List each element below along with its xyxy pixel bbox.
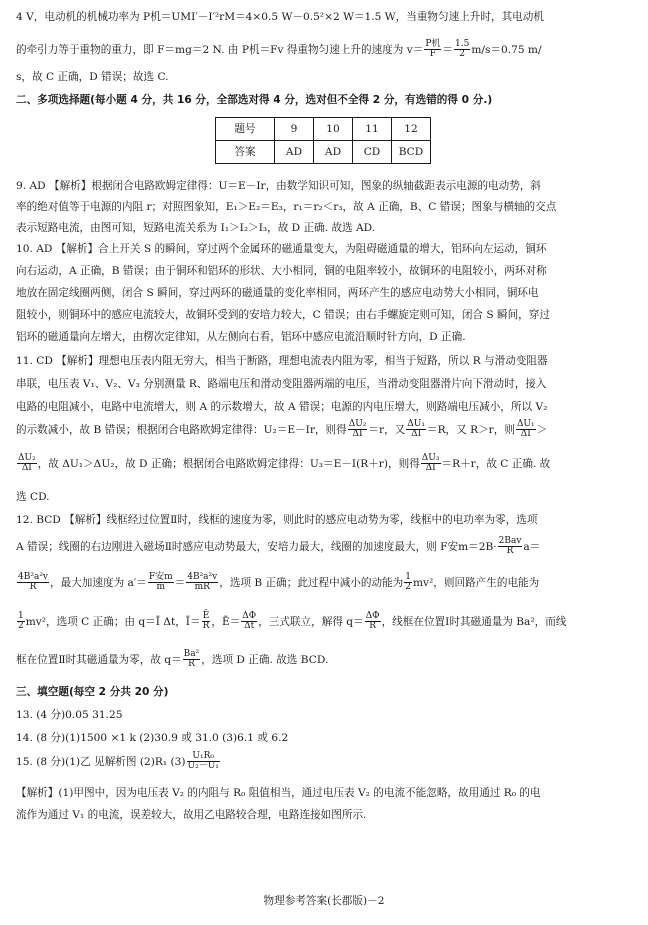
top-paragraph-line-3: s，故 C 正确，D 错误；故选 C. [16, 71, 169, 83]
q10-line-5: 铝环的磁通量向左增大，由楞次定律知，从左侧向右看，铝环中感应电流沿顺时针方向，D 正确. [16, 331, 466, 343]
table-cell: 题号 [216, 118, 275, 141]
fraction-dphi-dt [241, 612, 257, 632]
frac-den: 2 [405, 582, 412, 593]
frac-num: 1 [18, 611, 24, 621]
fraction-du1-di-2 [516, 420, 536, 440]
q11-l4-text-b: ＝r，又 [368, 423, 406, 436]
frac-num: 4B²a²v [187, 572, 218, 582]
section-3-title: 三、填空题(每空 2 分共 20 分) [16, 686, 169, 698]
frac-den: ΔI [411, 429, 422, 440]
q12-l5-text-a: 框在位置Ⅱ时其磁通量为零，故 q＝ [16, 653, 182, 666]
top-line2-text-a: 的牵引力等于重物的重力，即 F＝mg＝2 N. 由 P机＝Fv 得重物匀速上升的速度为 v＝ [16, 43, 424, 56]
q11-line-5 [16, 454, 550, 474]
q14-answer: 14. (8 分)(1)1500 ×1 k (2)30.9 或 31.0 (3)6.1 或 6.2 [16, 732, 289, 744]
q12-l4-text-b: ，Ē＝ [211, 615, 241, 628]
q12-l2-text-b: a＝ [523, 540, 541, 553]
frac-den: ΔI [425, 463, 436, 474]
fraction-du2-di-2 [17, 454, 37, 474]
fraction-e-r [202, 612, 211, 632]
table-cell: 9 [275, 118, 314, 141]
frac-num: ΔΦ [242, 611, 257, 621]
fraction-4b2a2v-r [17, 573, 49, 593]
q12-l2-text-a: A 错误；线圈的右边刚进入磁场Ⅱ时感应电动势最大，安培力最大，线圈的加速度最大，则 F安m＝2B· [16, 540, 497, 553]
frac-den: R [202, 621, 210, 632]
q12-l3-text-c: ，选项 B 正确；此过程中减小的动能为 [219, 576, 404, 589]
frac-num: ΔΦ [365, 611, 380, 621]
fraction-2bav-r [498, 537, 523, 557]
frac-den: Δt [244, 621, 255, 632]
top-line2-text-c: m/s＝0.75 m/ [471, 43, 542, 56]
page-footer: 物理参考答案(长郡版)－2 [263, 895, 385, 907]
q11-line-3: 电路的电阻减小，电路中电流增大，则 A 的示数增大，故 A 错误；电源的内电压增大，则路端电压减小，所以 V₂ [16, 401, 548, 413]
fraction-u1r0-over-u2-u1 [187, 752, 220, 772]
table-cell: CD [353, 141, 392, 164]
q9-line-1: 9. AD 【解析】根据闭合电路欧姆定律得：U＝E－Ir，由数学知识可知，图象的纵轴截距表示电源的电动势，斜 [16, 180, 542, 192]
table-cell: 12 [392, 118, 431, 141]
q12-line-2 [16, 537, 540, 557]
section-2-title: 二、多项选择题(每小题 4 分，共 16 分，全部选对得 4 分，选对但不全得 2 分，有选错的得 0 分.) [16, 94, 493, 106]
fraction-ba2-r [183, 650, 201, 670]
fraction-4b2a2v-mr [186, 573, 218, 593]
frac-den: mR [194, 582, 210, 593]
fraction-one-half [404, 573, 412, 593]
frac-den: R [188, 659, 195, 670]
frac-den: R [369, 621, 377, 632]
q12-l4-text-c: ，三式联立，解得 q＝ [258, 615, 364, 628]
fraction-1-5-over-2 [454, 40, 470, 60]
fraction-f-m [148, 573, 174, 593]
frac-num: 2Bav [498, 536, 522, 546]
top-paragraph-line-2 [16, 40, 542, 60]
q11-line-6: 选 CD. [16, 491, 50, 503]
frac-num: 1.5 [455, 39, 470, 49]
answer-table-answer-row [216, 141, 431, 164]
frac-num: ΔU₃ [421, 453, 440, 463]
q10-line-3: 地放在固定线圈两侧，闭合 S 瞬间，穿过两环的磁通量的变化率相同，两环产生的感应电动势大小相同，铜环电 [16, 287, 539, 299]
frac-den: ΔI [352, 429, 363, 440]
frac-num: Ba² [183, 649, 200, 659]
q10-line-4: 阻较小，则铜环中的感应电流较大，故铜环受到的安培力较大，C 错误；由右手螺旋定则可知，闭合 S 瞬间，穿过 [16, 309, 550, 321]
q9-line-2: 率的绝对值等于电源的内阻 r；对照图象知，E₁＞E₂＝E₃，r₁＝r₂＜r₃，故 A 正确，B、C 错误；图象与横轴的交点 [16, 201, 557, 213]
frac-num: ΔU₂ [18, 453, 36, 463]
fraction-one-half-2 [17, 612, 25, 632]
frac-den: m [156, 582, 166, 593]
analysis-15-line-1: 【解析】(1)甲图中，因为电压表 V₂ 的内阻与 R₀ 阻值相当，通过电压表 V₂ 的电流不能忽略，故用通过 R₀ 的电 [16, 787, 541, 799]
q11-l5-text-b: ＝R＋r，故 C 正确. 故 [441, 457, 551, 470]
frac-num: U₁R₀ [187, 752, 220, 762]
q13-answer: 13. (4 分)0.05 31.25 [16, 709, 123, 721]
top-paragraph-line-1: 4 V，电动机的机械功率为 P机＝UMI′－I′²rM＝4×0.5 W－0.5²×2 W＝1.5 W，当重物匀速上升时，其电动机 [16, 11, 544, 23]
q11-line-4 [16, 420, 547, 440]
fraction-dphi-r [365, 612, 381, 632]
frac-num: 1 [405, 572, 412, 582]
frac-den: F [429, 49, 436, 60]
frac-num: F安m [148, 572, 173, 582]
q12-line-1: 12. BCD 【解析】线框经过位置Ⅱ时，线框的速度为零，则此时的感应电动势为零，线框中的电功率为零，选项 [16, 514, 538, 526]
q9-line-3: 表示短路电流，由图可知，短路电流关系为 I₁＞I₂＞I₃，故 D 正确. 故选 AD. [16, 222, 376, 234]
q12-l4-text-d: ，线框在位置Ⅰ时其磁通量为 Ba²，而线 [381, 615, 567, 628]
fraction-p-over-f [424, 40, 441, 60]
frac-num: P机 [425, 39, 441, 49]
fraction-du2-di [348, 420, 368, 440]
q12-line-5 [16, 650, 328, 670]
table-cell: AD [314, 141, 353, 164]
frac-den: U₂－U₁ [187, 761, 219, 772]
q11-l4-text-a: 的示数减小，故 B 错误；根据闭合电路欧姆定律得：U₂＝E－Ir，则得 [16, 423, 347, 436]
q10-line-2: 向右运动，A 正确，B 错误；由于铜环和铝环的形状、大小相同，铜的电阻率较小，故铜环的电阻较小，两环对称 [16, 265, 547, 277]
q12-l3-text-d: mv²，则回路产生的电能为 [413, 576, 540, 589]
top-line2-text-b: ＝ [442, 43, 453, 56]
frac-num: ΔU₁ [516, 419, 535, 429]
frac-num: ΔU₂ [348, 419, 367, 429]
q11-line-1: 11. CD 【解析】理想电压表内阻无穷大，相当于断路，理想电流表内阻为零，相当于短路，所以 R 与滑动变阻器 [16, 355, 548, 367]
frac-den: ΔI [520, 429, 531, 440]
q15-text: 15. (8 分)(1)乙 见解析图 (2)R₁ (3) [16, 755, 186, 768]
answer-table-header-row [216, 118, 431, 141]
q12-line-3 [16, 573, 539, 593]
q12-l4-text-a: mv²，选项 C 正确；由 q＝Ī Δt，Ī＝ [25, 615, 201, 628]
q12-line-4 [16, 612, 566, 632]
frac-den: 2 [18, 621, 24, 632]
q10-line-1: 10. AD 【解析】合上开关 S 的瞬间，穿过两个金属环的磁通量变大，为阻碍磁通量的增大，铝环向左运动，铜环 [16, 243, 547, 255]
frac-num: 4B²a²v [18, 572, 49, 582]
table-cell: 10 [314, 118, 353, 141]
q11-l5-text-a: ，故 ΔU₁＞ΔU₂，故 D 正确；根据闭合电路欧姆定律得：U₃＝E－I(R＋r)，则得 [37, 457, 420, 470]
analysis-15-line-2: 流作为通过 V₁ 的电流，误差较大，故用乙电路较合理，电路连接如图所示. [16, 809, 367, 821]
fraction-du1-di [406, 420, 426, 440]
frac-num: ΔU₁ [407, 419, 425, 429]
q11-l4-text-d: ＞ [536, 423, 548, 436]
frac-num: Ē [202, 611, 210, 621]
frac-den: 2 [459, 49, 466, 60]
table-cell: 答案 [216, 141, 275, 164]
frac-den: R [29, 582, 37, 593]
q11-line-2: 串联，电压表 V₁、V₂、V₃ 分别测量 R、路端电压和滑动变阻器两端的电压，当滑动变阻器滑片向下滑动时，接入 [16, 378, 547, 390]
table-cell: 11 [353, 118, 392, 141]
table-cell: BCD [392, 141, 431, 164]
fraction-du3-di [421, 454, 441, 474]
answer-table [215, 117, 431, 164]
frac-den: ΔI [21, 463, 32, 474]
q12-l5-text-b: ，选项 D 正确. 故选 BCD. [201, 653, 329, 666]
q12-l3-text-b: ＝ [174, 576, 186, 589]
table-cell: AD [275, 141, 314, 164]
q11-l4-text-c: ＝R，又 R＞r，则 [426, 423, 515, 436]
q15-answer [16, 752, 221, 772]
frac-den: R [506, 546, 514, 557]
q12-l3-text-a: ，最大加速度为 a′＝ [50, 576, 147, 589]
